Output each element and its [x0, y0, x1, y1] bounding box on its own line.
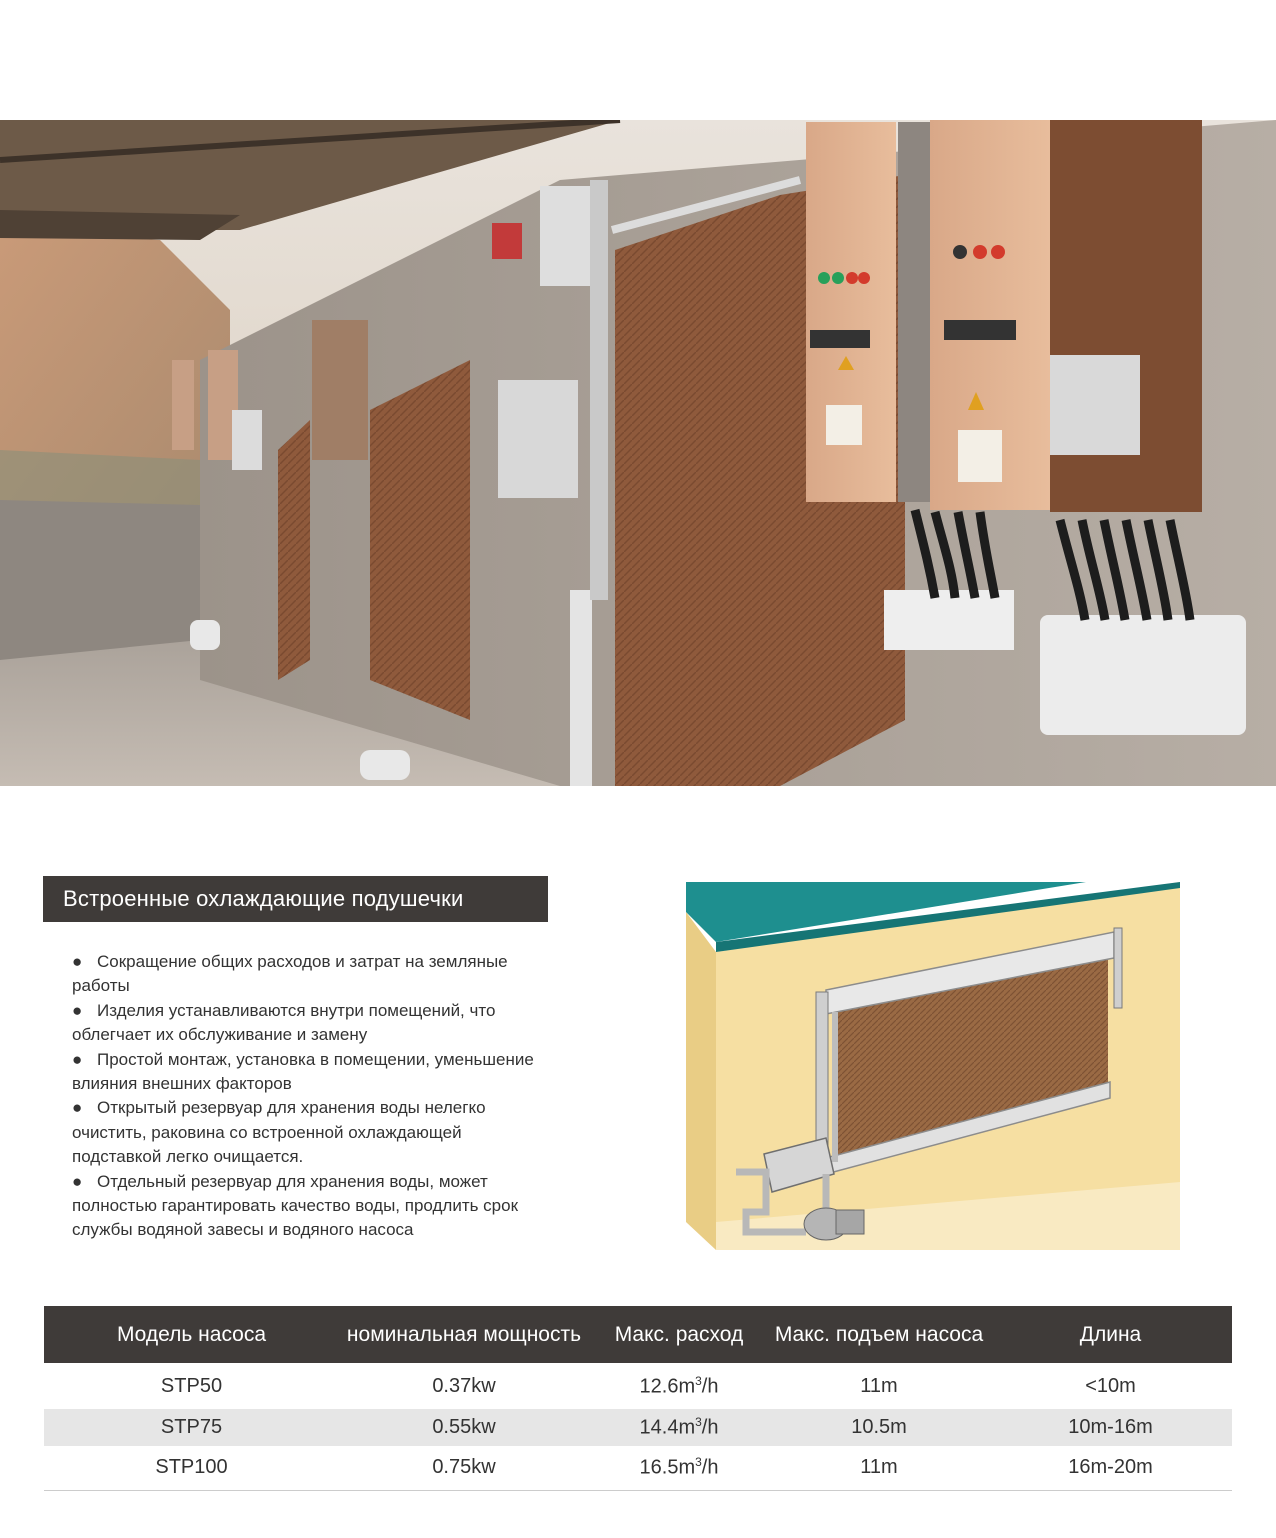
list-item [72, 1096, 542, 1169]
cell-model: STP100 [155, 1456, 228, 1479]
cell-model: STP50 [160, 1374, 223, 1397]
header-flow: Макс. расход [614, 1322, 744, 1346]
list-item [72, 999, 542, 1048]
cell-length: 16m-20m [1068, 1456, 1153, 1479]
flow-value: 14.4m [639, 1416, 696, 1439]
pump-spec-table [44, 1306, 1232, 1491]
cell-lift: 11m [860, 1456, 898, 1479]
bullet-icon: ● [72, 1049, 83, 1069]
cell-length: <10m [1085, 1374, 1136, 1397]
cell-flow [589, 1446, 769, 1490]
bullet-icon: ● [72, 1000, 83, 1020]
cell-flow [589, 1363, 769, 1409]
feature-list [72, 950, 542, 1243]
table-row [44, 1363, 1232, 1409]
hero-photo [0, 120, 1276, 786]
flow-unit-sup: 3 [695, 1415, 702, 1430]
flow-suffix: /h [701, 1457, 719, 1480]
header-power: номинальная мощность [346, 1322, 582, 1346]
cell-lift: 11m [860, 1374, 898, 1397]
cell-power: 0.55kw [432, 1416, 496, 1438]
bullet-icon: ● [72, 952, 83, 971]
bullet-icon: ● [72, 1098, 83, 1118]
feature-text: Отдельный резервуар для хранения воды, может полностью гарантировать качество воды, продлить срок службы водяной завесы и водяного насоса [72, 1171, 519, 1240]
flow-unit-sup: 3 [695, 1455, 702, 1470]
flow-value: 12.6m [639, 1375, 696, 1398]
bullet-icon: ● [72, 1171, 83, 1191]
table-row [44, 1409, 1232, 1446]
cell-length: 10m-16m [1068, 1416, 1153, 1438]
cell-lift: 10.5m [851, 1416, 907, 1438]
cell-power: 0.37kw [432, 1374, 496, 1397]
list-item [72, 1048, 542, 1097]
feature-text: Изделия устанавливаются внутри помещений, что облегчает их обслуживание и замену [72, 1000, 496, 1045]
header-lift: Макс. подъем насоса [774, 1322, 984, 1346]
flow-value: 16.5m [639, 1457, 696, 1480]
cooling-pad-diagram [686, 882, 1180, 1250]
cell-model: STP75 [160, 1416, 223, 1438]
flow-suffix: /h [701, 1375, 719, 1398]
table-header-row [44, 1306, 1232, 1363]
table-row [44, 1446, 1232, 1490]
cell-power: 0.75kw [432, 1456, 496, 1479]
list-item [72, 950, 542, 999]
feature-text: Сокращение общих расходов и затрат на земляные работы [72, 952, 508, 996]
flow-unit-sup: 3 [695, 1373, 702, 1388]
cooling-pad-illustration [686, 882, 1180, 1250]
feature-text: Простой монтаж, установка в помещении, уменьшение влияния внешних факторов [72, 1049, 534, 1094]
cell-flow [589, 1409, 769, 1446]
header-model: Модель насоса [116, 1322, 267, 1346]
header-length: Длина [1079, 1322, 1142, 1346]
list-item [72, 1170, 542, 1243]
greenhouse-corridor-photo [0, 120, 1276, 786]
section-title: Встроенные охлаждающие подушечки [43, 876, 548, 922]
feature-text: Открытый резервуар для хранения воды нелегко очистить, раковина со встроенной охлаждающей подставкой легко очищается. [72, 1098, 486, 1167]
flow-suffix: /h [701, 1416, 719, 1439]
